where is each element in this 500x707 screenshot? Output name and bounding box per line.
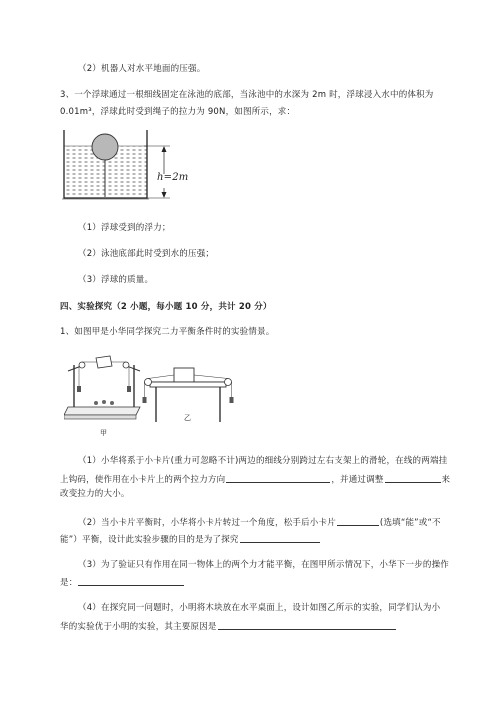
part2-line2-text: 能”）平衡，设计此实验步骤的目的是为了探究 (60, 535, 239, 545)
answer-blank-reason[interactable] (218, 620, 396, 630)
part1-line2-c: 来 (441, 475, 451, 485)
part3-line2 (60, 576, 185, 589)
q2-sub2-text: （2）机器人对水平地面的压强。 (78, 64, 206, 74)
figure-yi-label: 乙 (184, 414, 192, 422)
part1-line2 (60, 473, 450, 486)
part1-line2-b: ，并通过调整 (331, 475, 384, 485)
part1-line3: 改变拉力的大小。 (60, 489, 130, 499)
part1-line2-a: 上钩码，使作用在小卡片上的两个拉力方向 (60, 475, 226, 485)
part3-line1: （3）为了验证只有作用在同一物体上的两个力才能平衡，在图甲所示情况下，小华下一步的操作 (78, 560, 450, 570)
pool-figure (60, 128, 200, 203)
pool-figure-label: h=2m (157, 172, 189, 183)
figure-jia-label: 甲 (100, 429, 108, 437)
part4-line1: （4）在探究同一问题时，小明将木块放在水平桌面上，设计如图乙所示的实验，同学们认为小 (78, 603, 441, 613)
answer-blank-direction[interactable] (226, 473, 330, 483)
section4-title: 四、实验探究（2 小题，每小题 10 分，共计 20 分） (60, 302, 272, 312)
answer-blank-balance[interactable] (337, 516, 379, 526)
part3-line2-text: 是： (60, 578, 78, 588)
q3-sub3: （3）浮球的质量。 (78, 275, 154, 285)
answer-blank-adjust[interactable] (385, 473, 441, 483)
q3-line1: 3、一个浮球通过一根细线固定在泳池的底部，当泳池中的水深为 2m 时，浮球浸入水中的体积为 (60, 90, 434, 100)
part4-line2-text: 华的实验优于小明的实验，其主要原因是 (60, 622, 217, 632)
part1-line1: （1）小华将系于小卡片(重力可忽略不计)两边的细线分别跨过左右支架上的滑轮，在线的两端挂 (78, 456, 448, 466)
answer-blank-purpose[interactable] (240, 533, 320, 543)
section4-q1-intro: 1、如图甲是小华同学探究二力平衡条件时的实验情景。 (60, 327, 275, 337)
q3-line2: 0.01m³，浮球此时受到绳子的拉力为 90N，如图所示，求： (60, 107, 296, 117)
part4-line2 (60, 620, 397, 633)
part2-line1-b: (选填“能”或“不 (379, 518, 441, 528)
part2-line1-a: （2）当小卡片平衡时，小华将小卡片转过一个角度，松手后小卡片 (78, 518, 336, 528)
answer-blank-next-step[interactable] (78, 576, 184, 586)
q3-sub2: （2）泳池底部此时受到水的压强； (78, 249, 215, 259)
q3-sub1: （1）浮球受到的浮力； (78, 223, 171, 233)
part2-line2 (60, 533, 321, 546)
part2-line1 (78, 516, 441, 529)
figure-jia (64, 353, 146, 428)
